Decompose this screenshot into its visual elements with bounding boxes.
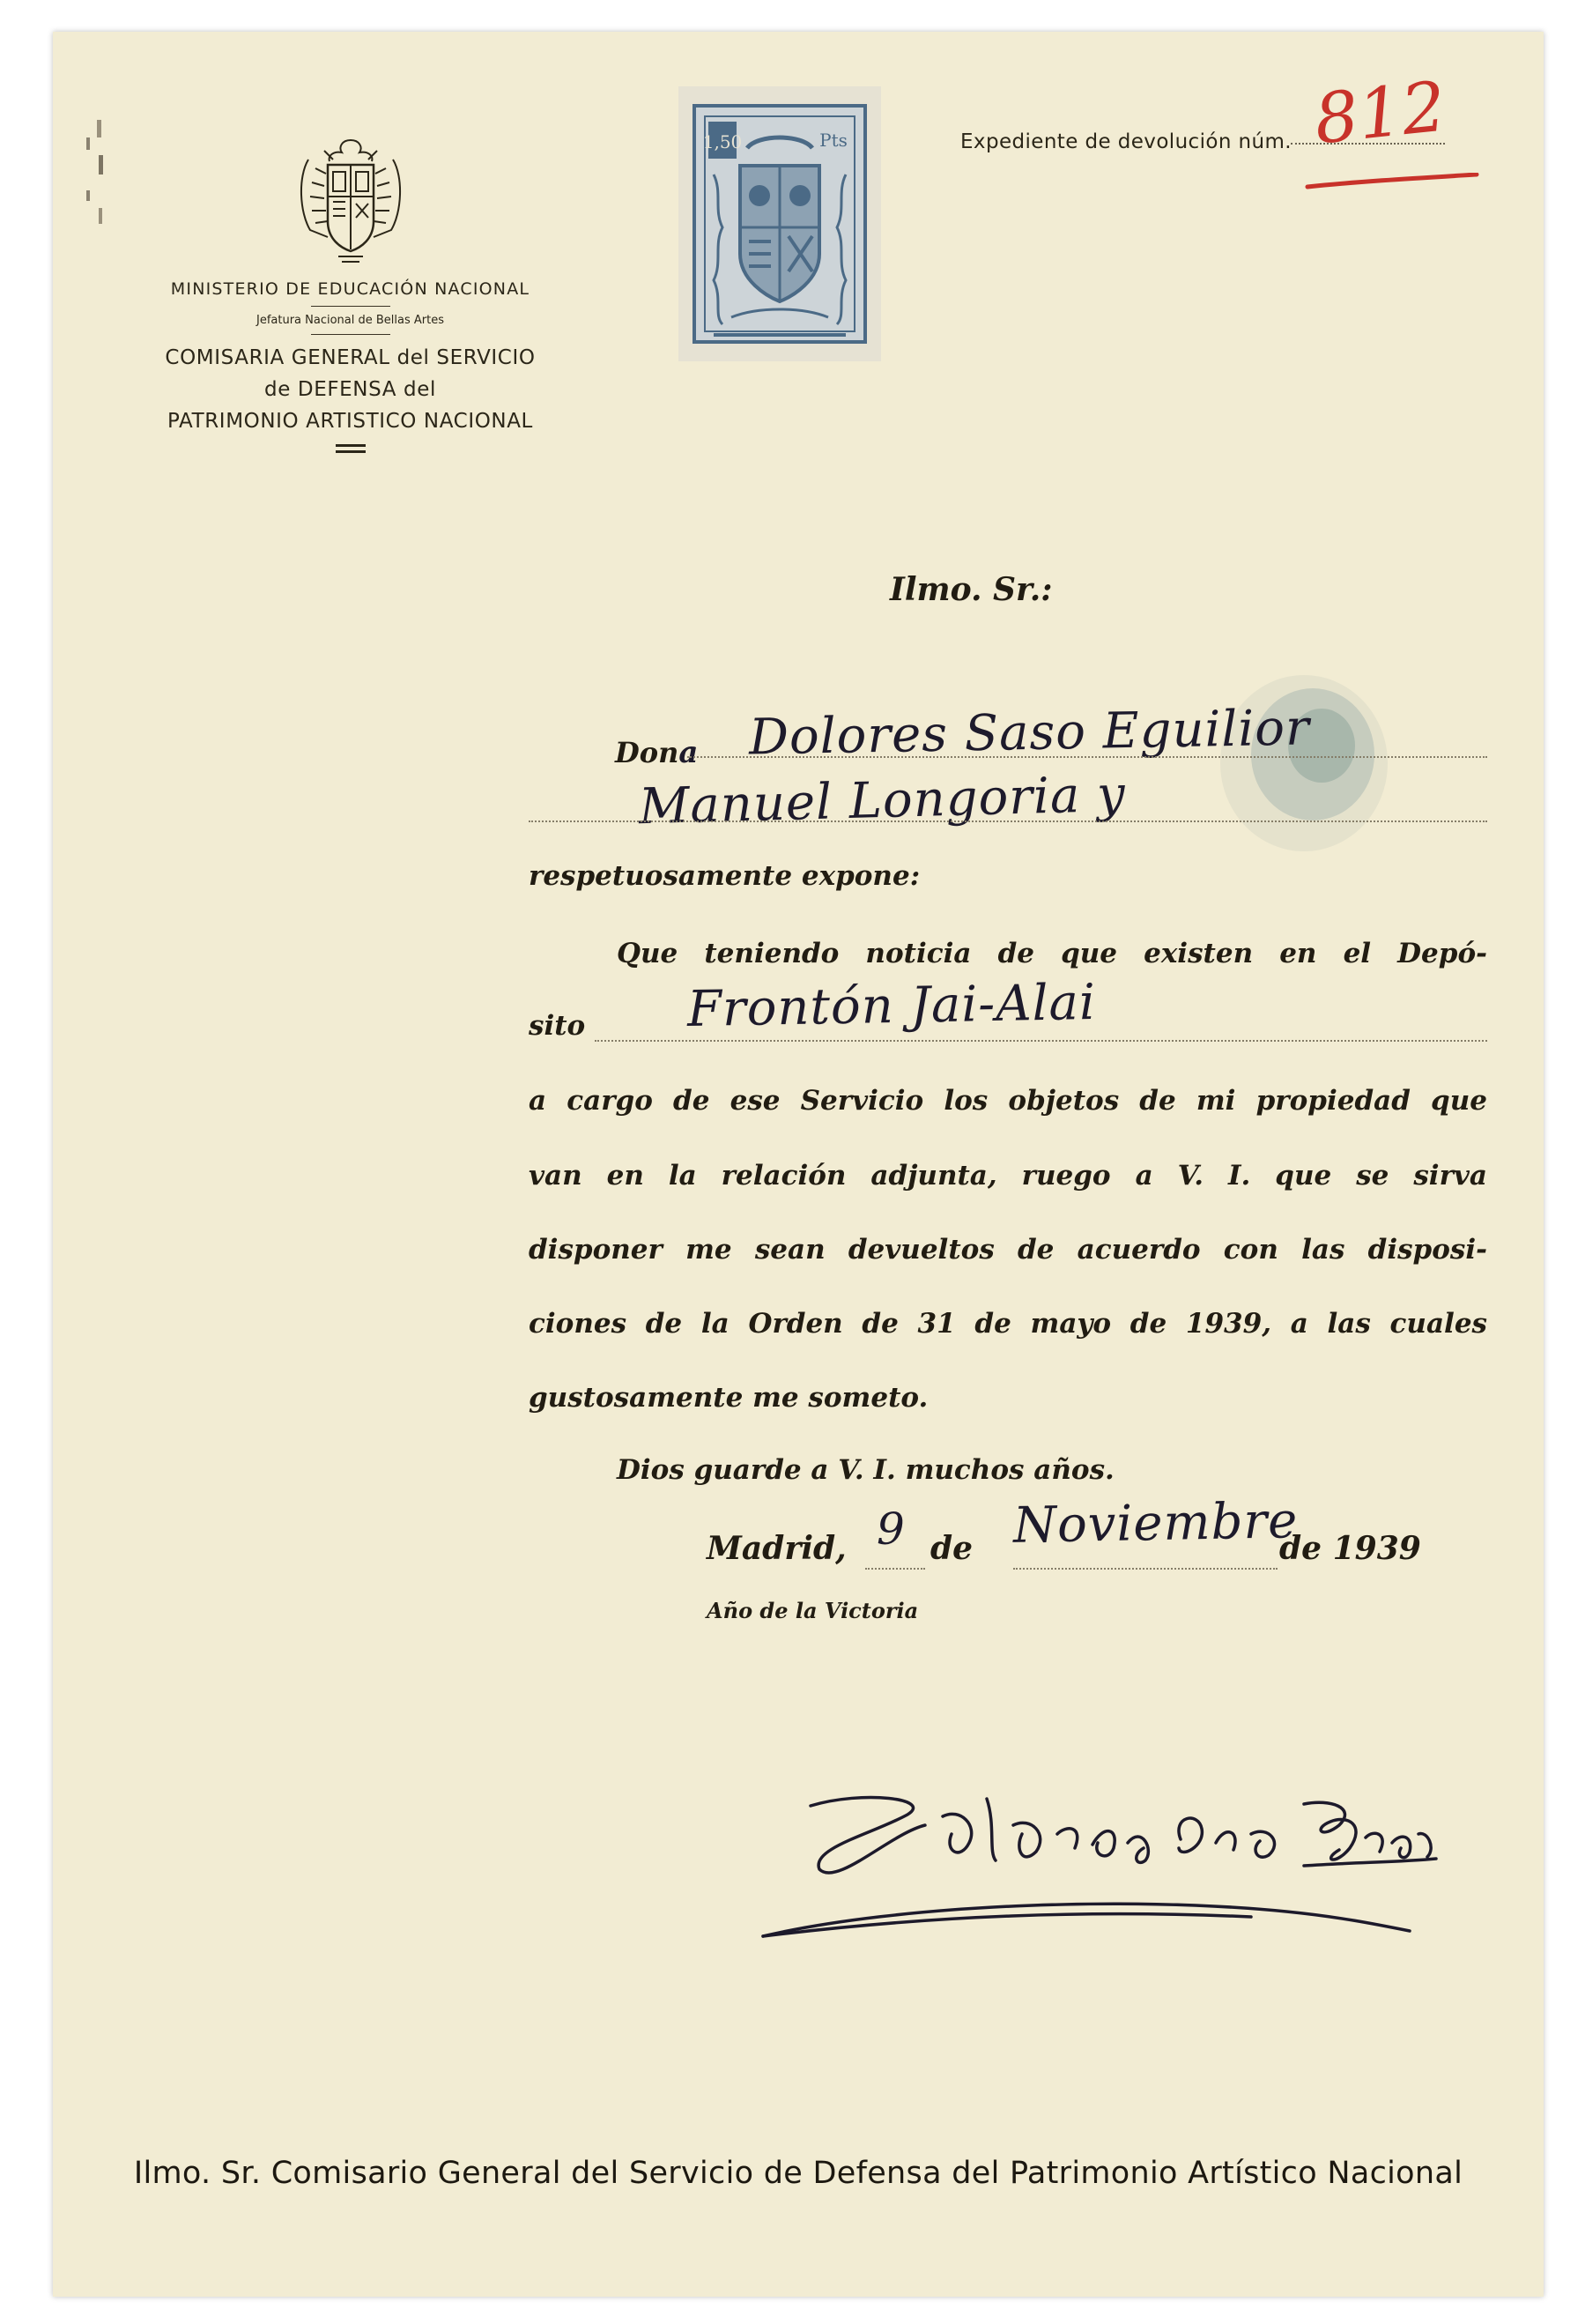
clip-marks-decoration — [79, 102, 123, 261]
ministry-name: MINISTERIO DE EDUCACIÓN NACIONAL — [170, 279, 530, 299]
ano-de-la-victoria: Año de la Victoria — [707, 1598, 919, 1623]
name-dotted-line-2 — [529, 820, 1487, 822]
footer-addressee: Ilmo. Sr. Comisario General del Servicio de Defensa del Patrimonio Artístico Nacional — [133, 2156, 1463, 2191]
coat-of-arms-icon — [289, 133, 412, 267]
petitioner-name-handwritten-line2: Manuel Longoria y — [638, 765, 1127, 836]
letterhead-rule — [311, 306, 390, 307]
red-underline — [1304, 173, 1480, 190]
don-label — [615, 735, 699, 770]
date-day-handwritten: 9 — [877, 1504, 906, 1555]
don-printed: Don — [615, 736, 679, 769]
body-line: gustosamente me someto. — [529, 1382, 929, 1414]
name-dotted-line — [687, 756, 1487, 758]
revenue-stamp — [678, 86, 881, 361]
petitioner-name-handwritten: Dolores Saso Eguilior — [748, 699, 1311, 767]
body-line: ciones de la Orden de 31 de mayo de 1939, a las cuales — [529, 1308, 1487, 1340]
jefatura-name: Jefatura Nacional de Bellas Artes — [256, 314, 444, 327]
body-line: disponer me sean devueltos de acuerdo con las disposi- — [529, 1234, 1487, 1266]
stamp-value: 1,50 — [702, 131, 743, 152]
comisaria-name — [137, 342, 564, 437]
deposit-handwritten: Frontón Jai-Alai — [686, 973, 1097, 1039]
document-page — [53, 32, 1544, 2297]
don-handwritten-suffix: a — [678, 735, 700, 770]
date-de: de — [930, 1530, 974, 1567]
date-month-handwritten: Noviembre — [1012, 1492, 1299, 1555]
signature-text: Dolores Saso Eguilior — [758, 1763, 767, 1764]
letterhead-double-rule — [336, 444, 366, 453]
comisaria-line: de DEFENSA del — [264, 378, 436, 401]
date-year: de 1939 — [1279, 1530, 1421, 1567]
month-dotted-line — [1013, 1568, 1278, 1570]
comisaria-line: COMISARIA GENERAL del SERVICIO — [165, 346, 536, 369]
stamp-icon — [678, 86, 881, 361]
water-stain — [1189, 649, 1418, 878]
body-line: a cargo de ese Servicio los objetos de mi propiedad que — [529, 1085, 1487, 1117]
stamp-currency: Pts — [819, 130, 848, 151]
comisaria-line: PATRIMONIO ARTISTICO NACIONAL — [167, 410, 533, 433]
salutation: Ilmo. Sr.: — [890, 571, 1053, 608]
deposit-dotted-line — [595, 1040, 1487, 1042]
body-line: van en la relación adjunta, ruego a V. I. que se sirva — [529, 1160, 1487, 1192]
expediente-number: 812 — [1310, 67, 1450, 160]
expone-text: respetuosamente expone: — [529, 860, 921, 892]
day-dotted-line — [865, 1568, 925, 1570]
signature — [758, 1763, 1445, 1949]
body-line: Que teniendo noticia de que existen en el Depó- — [617, 938, 1487, 969]
letterhead — [137, 133, 564, 453]
letterhead-rule — [311, 334, 390, 335]
body-line-sito: sito — [529, 1010, 586, 1042]
closing-formula: Dios guarde a V. I. muchos años. — [617, 1454, 1115, 1486]
date-city: Madrid, — [707, 1530, 847, 1567]
expediente-label: Expediente de devolución núm. — [960, 130, 1292, 153]
